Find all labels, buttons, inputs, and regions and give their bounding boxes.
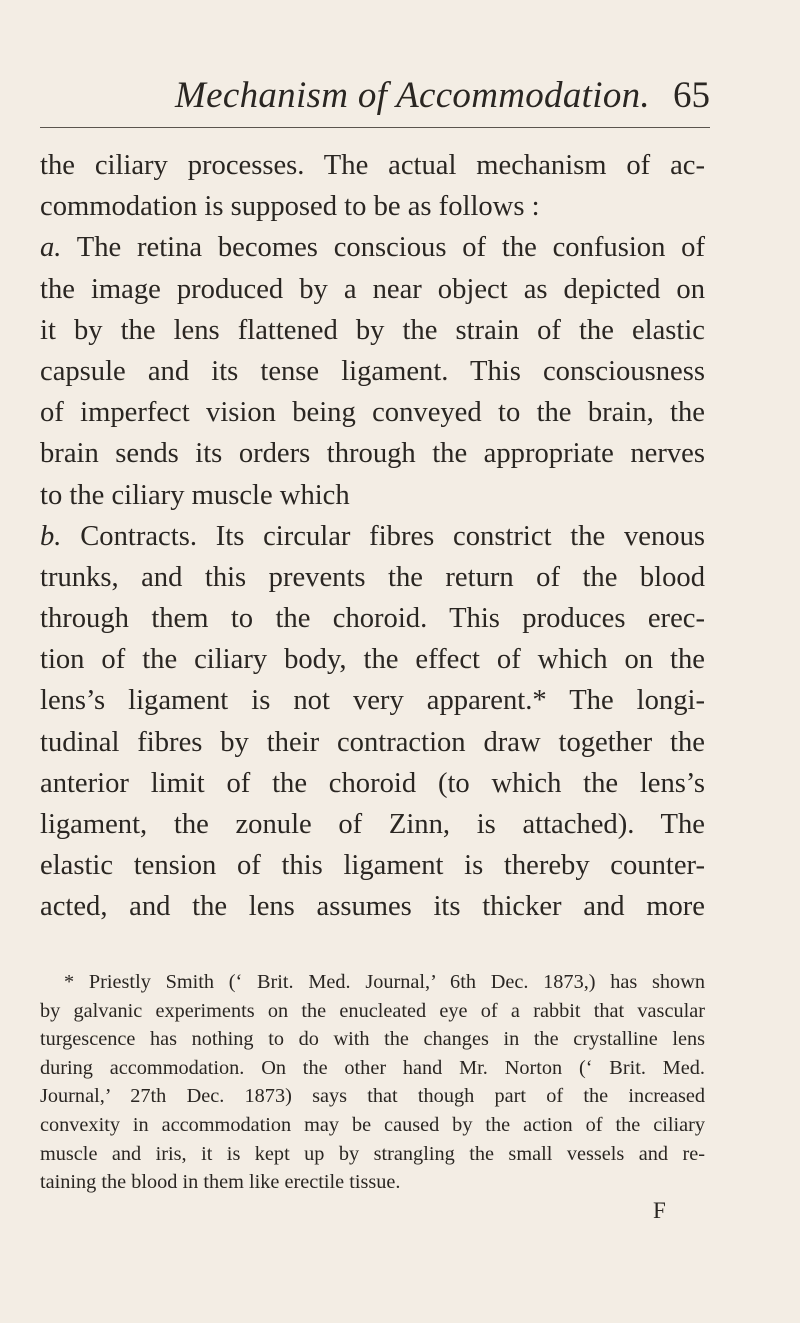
body-line: lens’s ligament is not very apparent.* The longi- bbox=[40, 685, 705, 717]
body-line: through them to the choroid. This produces erec- bbox=[40, 603, 705, 635]
body-line: to the ciliary muscle which bbox=[40, 479, 350, 511]
header-rule bbox=[40, 127, 710, 128]
body-line-text: Contracts. Its circular fibres constrict the venous bbox=[80, 520, 705, 552]
footnote bbox=[40, 968, 705, 1197]
footnote-line: Journal,’ 27th Dec. 1873) says that though part of the increased bbox=[40, 1085, 705, 1108]
body-line: ligament, the zonule of Zinn, is attached). The bbox=[40, 809, 705, 840]
body-line: the image produced by a near object as depicted on bbox=[40, 273, 705, 305]
body-line: brain sends its orders through the appropriate nerves bbox=[40, 438, 705, 470]
footnote-line: convexity in accommodation may be caused by the action of the ciliary bbox=[40, 1113, 705, 1136]
running-title: Mechanism of Accommodation. bbox=[175, 75, 650, 116]
list-marker-b: b. bbox=[40, 520, 62, 552]
body-line: tudinal fibres by their contraction draw together the bbox=[40, 726, 705, 758]
running-head bbox=[175, 68, 710, 128]
list-marker-a: a. bbox=[40, 232, 62, 264]
signature-mark: F bbox=[653, 1198, 666, 1223]
body-line: acted, and the lens assumes its thicker and more bbox=[40, 891, 705, 923]
body-line: anterior limit of the choroid (to which the lens’s bbox=[40, 767, 705, 799]
footnote-line: taining the blood in them like erectile tissue. bbox=[40, 1171, 401, 1194]
body-line: capsule and its tense ligament. This consciousness bbox=[40, 355, 705, 387]
body-line: trunks, and this prevents the return of the blood bbox=[40, 561, 705, 593]
footnote-line: muscle and iris, it is kept up by strangling the small vessels and re- bbox=[40, 1142, 705, 1165]
body-line: it by the lens flattened by the strain of the elastic bbox=[40, 314, 705, 346]
body-line: elastic tension of this ligament is thereby counter- bbox=[40, 850, 705, 882]
footnote-line: turgescence has nothing to do with the changes in the crystalline lens bbox=[40, 1028, 705, 1051]
body-line: of imperfect vision being conveyed to the brain, the bbox=[40, 397, 705, 429]
page-number: 65 bbox=[673, 75, 710, 116]
body-text bbox=[40, 145, 705, 928]
footnote-line: during accommodation. On the other hand Mr. Norton (‘ Brit. Med. bbox=[40, 1056, 705, 1079]
footnote-line: by galvanic experiments on the enucleated eye of a rabbit that vascular bbox=[40, 999, 705, 1022]
body-line-text: The retina becomes conscious of the confusion of bbox=[76, 232, 705, 264]
body-line-b bbox=[40, 516, 705, 557]
body-line: the ciliary processes. The actual mechanism of ac- bbox=[40, 150, 705, 181]
body-line-a bbox=[40, 227, 705, 268]
body-line: commodation is supposed to be as follows : bbox=[40, 191, 540, 223]
footnote-line: * Priestly Smith (‘ Brit. Med. Journal,’ 6th Dec. 1873,) has shown bbox=[64, 971, 705, 993]
body-line: tion of the ciliary body, the effect of which on the bbox=[40, 644, 705, 676]
